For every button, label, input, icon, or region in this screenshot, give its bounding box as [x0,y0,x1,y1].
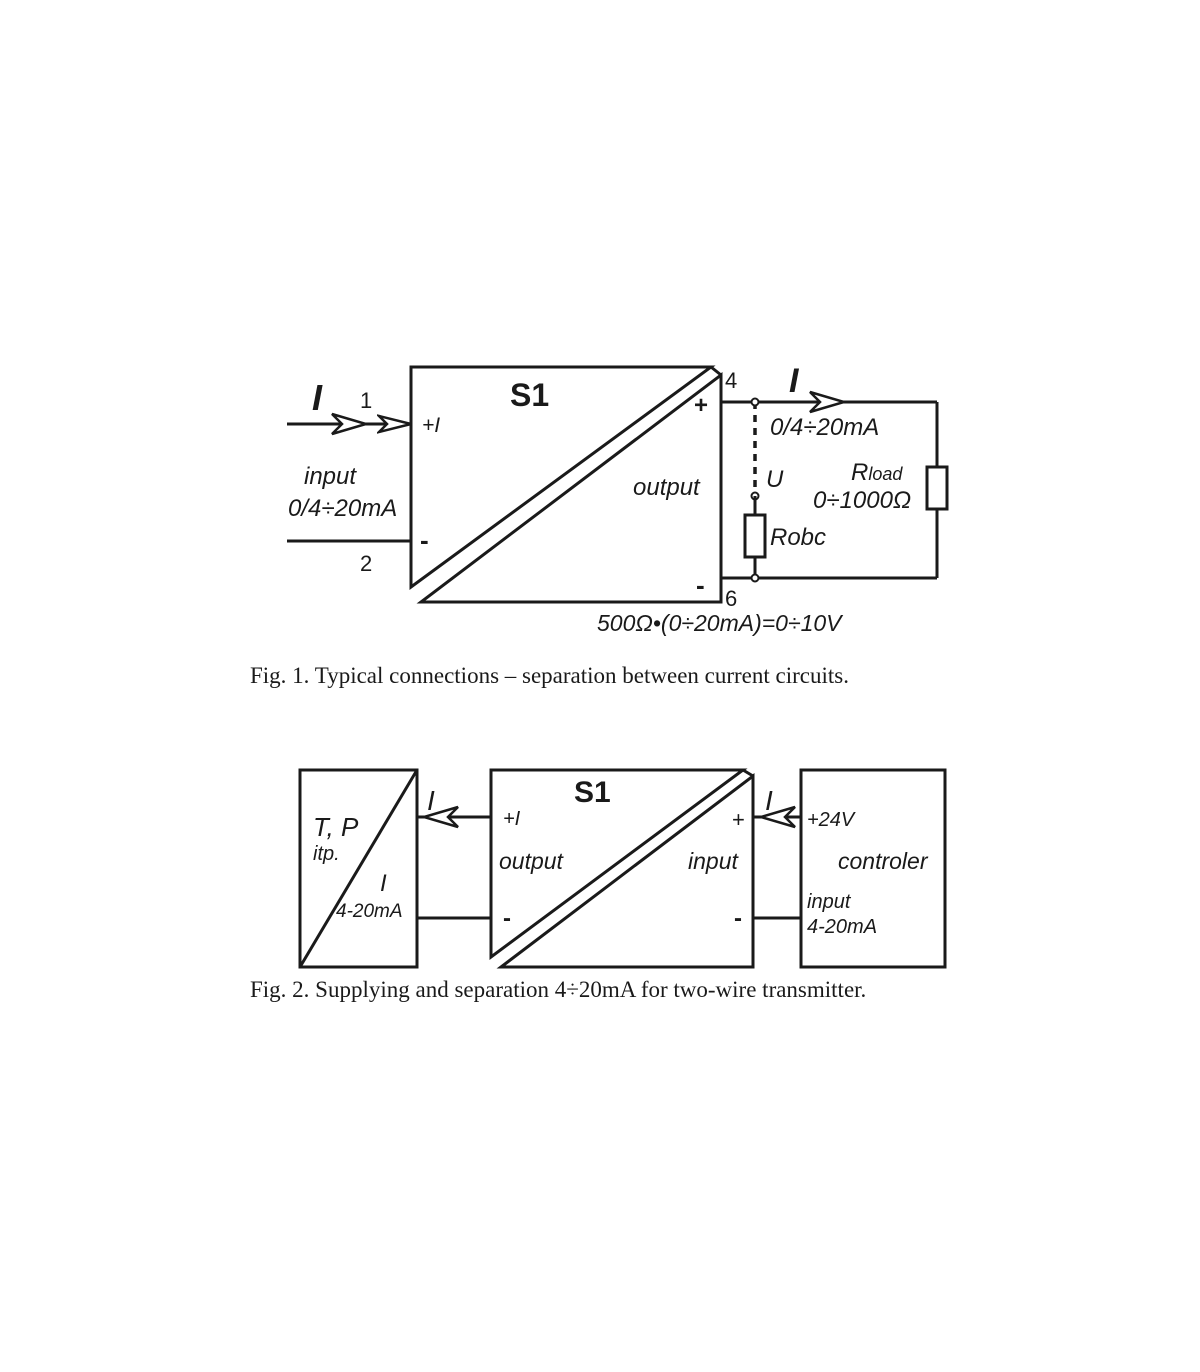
fig2-plus-i-label: +I [503,808,521,830]
fig1-terminal-1: 1 [360,388,373,413]
figure-2 [250,770,945,1002]
fig1-output-label: output [633,474,700,501]
fig1-voltage-label: U [766,466,784,493]
fig2-s1-divider [743,770,753,776]
fig2-input-label: input [688,848,738,874]
fig2-current-right: I [765,785,773,816]
fig1-block-title: S1 [510,377,550,413]
fig1-plus-i-label: +I [422,414,441,437]
fig1-terminal-6: 6 [725,586,738,611]
fig1-terminal-2: 2 [360,551,373,576]
fig1-terminal-4: 4 [725,368,738,393]
fig2-minus-left: - [503,905,511,932]
fig2-controller-range: 4-20mA [807,916,878,938]
fig2-controller-input: input [807,891,851,913]
fig1-current-in-label: I [312,377,323,418]
fig1-node-top [752,399,759,406]
fig1-output-range: 0/4÷20mA [770,414,880,441]
fig2-minus-right: - [734,905,742,932]
fig2-transmitter-etc: itp. [313,843,340,865]
fig1-robc-label: Robc [770,524,827,551]
fig2-transmitter-i: I [380,870,387,897]
fig1-plus-out-label: + [694,392,709,419]
fig2-current-left: I [427,785,435,816]
fig1-minus-out-label: - [696,570,705,600]
fig1-rload-sub: load [868,464,903,484]
fig1-rload-main: R [851,459,869,486]
fig1-formula: 500Ω•(0÷20mA)=0÷10V [597,610,842,636]
fig1-minus-in-label: - [420,525,429,555]
fig2-transmitter-vars: T, P [313,812,359,842]
fig1-rload-label [851,459,903,486]
fig2-block-title: S1 [574,776,611,809]
fig2-caption: Fig. 2. Supplying and separation 4÷20mA for two-wire transmitter. [250,977,867,1002]
figure-1 [250,362,947,688]
fig2-plus-right: + [732,807,745,832]
fig1-input-label: input [304,463,357,490]
fig2-transmitter-range: 4-20mA [336,901,403,922]
fig1-node-bottom [752,575,759,582]
fig2-supply-label: +24V [807,809,855,831]
fig1-caption: Fig. 1. Typical connections – separation between current circuits. [250,663,849,688]
fig1-input-range: 0/4÷20mA [288,495,398,522]
fig1-rload-resistor [927,467,947,509]
fig1-robc-resistor [745,515,765,557]
fig2-output-label: output [499,848,563,874]
fig1-current-out-label: I [789,362,799,400]
fig1-s1-divider [711,367,721,375]
fig2-controller-label: controler [838,848,928,874]
fig1-rload-range: 0÷1000Ω [813,487,912,514]
